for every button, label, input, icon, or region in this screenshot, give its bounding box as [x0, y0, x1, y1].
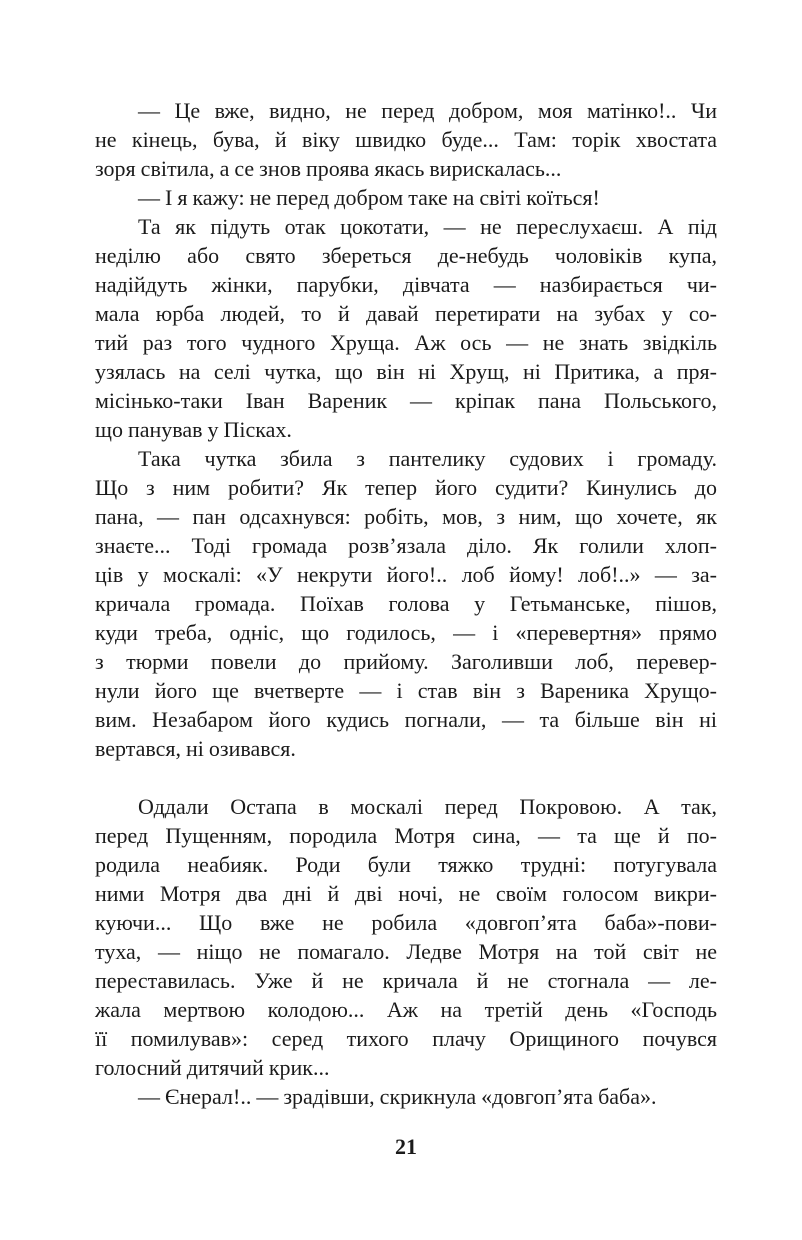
text-block: [95, 96, 717, 1111]
text-line: знаєте... Тоді громада розв’язала діло. Як голили хлоп-: [95, 533, 717, 558]
text-line: пана, — пан одсахнувся: робіть, мов, з ним, що хочете, як: [95, 504, 717, 529]
text-line: мала юрба людей, то й давай перетирати на зубах у со-: [95, 301, 717, 326]
page-number: 21: [395, 1134, 417, 1159]
text-line: нули його ще вчетверте — і став він з Вареника Хрущо-: [95, 678, 717, 703]
text-line: що панував у Пісках.: [95, 417, 292, 442]
text-line: вим. Незабаром його кудись погнали, — та більше він ні: [95, 707, 717, 732]
text-line: узялась на селі чутка, що він ні Хрущ, ні Притика, а пря-: [95, 359, 717, 384]
text-line: переставилась. Уже й не кричала й не стогнала — ле-: [95, 968, 717, 993]
paragraph: [95, 792, 717, 1082]
text-line: перед Пущенням, породила Мотря сина, — та ще й по-: [95, 823, 717, 848]
text-line: зоря світила, а се знов проява якась вирискалась...: [95, 156, 562, 181]
paragraph: [95, 212, 717, 444]
text-line: з тюрми повели до прийому. Заголивши лоб, перевер-: [95, 649, 717, 674]
text-line: куди треба, одніс, що годилось, — і «перевертня» прямо: [95, 620, 717, 645]
text-line: не кінець, бува, й віку швидко буде... Там: торік хвостата: [95, 127, 717, 152]
text-line: ців у москалі: «У некрути його!.. лоб йому! лоб!..» — за-: [95, 562, 717, 587]
text-line: тий раз того чудного Хруща. Аж ось — не знать звідкіль: [95, 330, 717, 355]
text-line: Така чутка збила з пантелику судових і громаду.: [138, 446, 717, 471]
text-line: — Єнерал!.. — зрадівши, скрикнула «довгоп’ята баба».: [138, 1084, 657, 1109]
text-line: ними Мотря два дні й дві ночі, не своїм голосом викри-: [95, 881, 717, 906]
text-line: її помилував»: серед тихого плачу Орищиного почувся: [95, 1026, 717, 1051]
text-line: Що з ним робити? Як тепер його судити? Кинулись до: [95, 475, 717, 500]
paragraph: [95, 1082, 717, 1111]
text-line: голосний дитячий крик...: [95, 1055, 330, 1080]
text-line: жала мертвою колодою... Аж на третій день «Господь: [95, 997, 717, 1022]
text-line: куючи... Що вже не робила «довгоп’ята баба»-пови-: [95, 910, 717, 935]
text-line: — І я кажу: не перед добром таке на світі коїться!: [138, 185, 600, 210]
paragraph: [95, 183, 717, 212]
text-line: туха, — ніщо не помагало. Ледве Мотря на той світ не: [95, 939, 717, 964]
paragraph: [95, 96, 717, 183]
text-line: вертався, ні озивався.: [95, 736, 296, 761]
text-line: — Це вже, видно, не перед добром, моя матінко!.. Чи: [138, 98, 717, 123]
text-line: місінько-таки Іван Вареник — кріпак пана Польського,: [95, 388, 717, 413]
text-line: Та як підуть отак цокотати, — не переслухаєш. А під: [138, 214, 717, 239]
text-line: кричала громада. Поїхав голова у Гетьманське, пішов,: [95, 591, 717, 616]
text-line: неділю або свято збереться де-небудь чоловіків купа,: [95, 243, 717, 268]
text-line: Оддали Остапа в москалі перед Покровою. А так,: [138, 794, 717, 819]
text-line: надійдуть жінки, парубки, дівчата — назбирається чи-: [95, 272, 717, 297]
text-line: родила неабияк. Роди були тяжко трудні: потугувала: [95, 852, 717, 877]
paragraph: [95, 444, 717, 763]
